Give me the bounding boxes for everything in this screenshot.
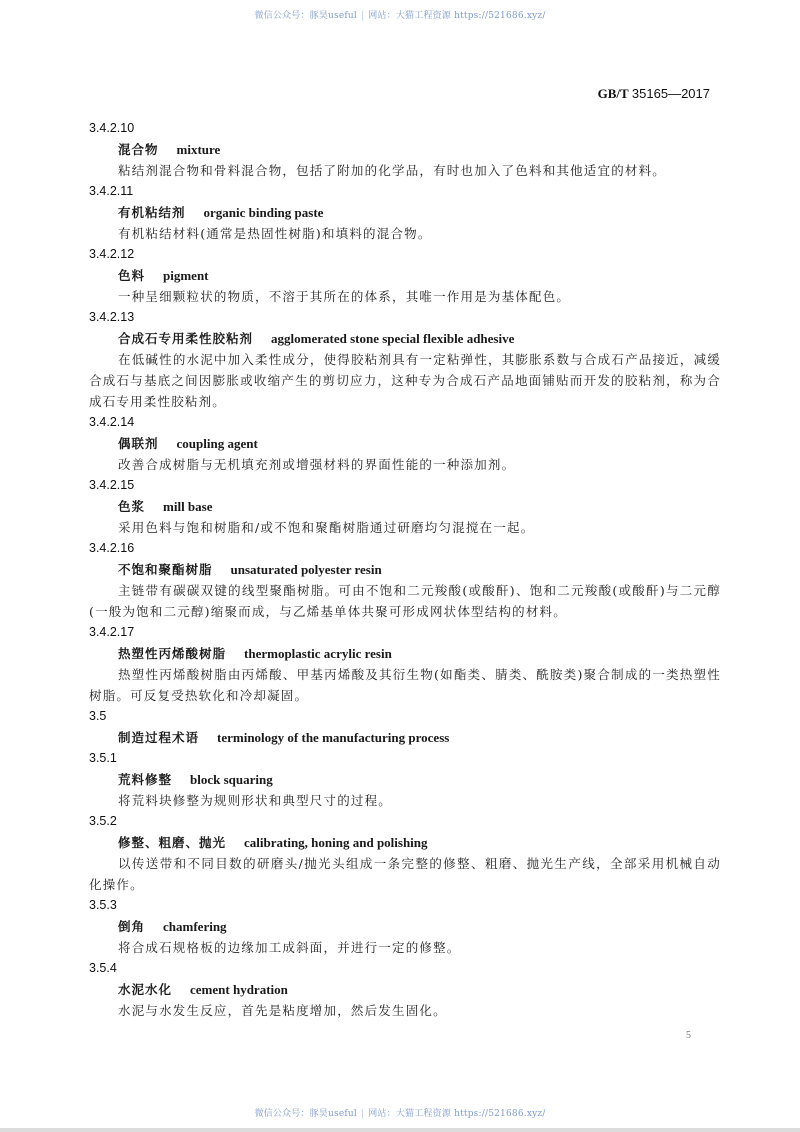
term-chinese: 色料 xyxy=(118,268,146,283)
term-definition: 主链带有碳碳双键的线型聚酯树脂。可由不饱和二元羧酸(或酸酐)、饱和二元羧酸(或酸酐)与二元醇(一般为饱和二元醇)缩聚而成，与乙烯基单体共聚可形成网状体型结构的材料。 xyxy=(89,583,721,619)
term-heading xyxy=(89,769,721,790)
term-definition: 一种呈细颗粒状的物质，不溶于其所在的体系，其唯一作用是为基体配色。 xyxy=(118,289,571,304)
term-entry xyxy=(89,748,721,811)
term-definition: 在低碱性的水泥中加入柔性成分，使得胶粘剂具有一定粘弹性，其膨胀系数与合成石产品接近，减缓合成石与基底之间因膨胀或收缩产生的剪切应力，这种专为合成石产品地面铺贴而开发的胶粘剂，称为合成石专用柔性胶粘剂。 xyxy=(89,352,721,409)
term-heading xyxy=(89,202,721,223)
term-heading xyxy=(89,496,721,517)
term-heading xyxy=(89,643,721,664)
term-entry xyxy=(89,958,721,1021)
watermark-wechat: 微信公众号：豚昊useful xyxy=(254,11,357,21)
term-definition: 粘结剂混合物和骨料混合物，包括了附加的化学品，有时也加入了色料和其他适宜的材料。 xyxy=(118,163,667,178)
term-chinese: 修整、粗磨、抛光 xyxy=(118,835,227,850)
term-chinese: 偶联剂 xyxy=(118,436,159,451)
term-english: unsaturated polyester resin xyxy=(230,562,382,577)
term-heading xyxy=(89,832,721,853)
clause-number: 3.4.2.15 xyxy=(89,478,135,492)
term-entry xyxy=(89,475,721,538)
term-chinese: 水泥水化 xyxy=(118,982,173,997)
clause-number: 3.4.2.13 xyxy=(89,310,135,324)
watermark-bottom xyxy=(0,1106,800,1119)
term-heading xyxy=(89,139,721,160)
document-body xyxy=(89,118,721,1021)
clause-number: 3.4.2.17 xyxy=(89,625,135,639)
term-definition: 热塑性丙烯酸树脂由丙烯酸、甲基丙烯酸及其衍生物(如酯类、腈类、酰胺类)聚合制成的一类热塑性树脂。可反复受热软化和冷却凝固。 xyxy=(89,667,721,703)
term-entry xyxy=(89,622,721,706)
clause-number: 3.5.3 xyxy=(89,898,117,912)
clause-number: 3.4.2.16 xyxy=(89,541,135,555)
term-heading xyxy=(89,559,721,580)
term-english: organic binding paste xyxy=(203,205,324,220)
term-english: pigment xyxy=(163,268,209,283)
term-chinese: 色浆 xyxy=(118,499,146,514)
term-english: block squaring xyxy=(190,772,273,787)
term-definition: 有机粘结材料(通常是热固性树脂)和填料的混合物。 xyxy=(118,226,432,241)
term-chinese: 不饱和聚酯树脂 xyxy=(118,562,213,577)
term-entry xyxy=(89,538,721,622)
term-english: coupling agent xyxy=(176,436,258,451)
term-chinese: 混合物 xyxy=(118,142,159,157)
watermark-site: 网站：大猫工程资源 https://521686.xyz/ xyxy=(368,1109,546,1119)
term-english: terminology of the manufacturing process xyxy=(217,730,450,745)
term-english: cement hydration xyxy=(190,982,288,997)
term-english: thermoplastic acrylic resin xyxy=(244,646,392,661)
term-definition: 将荒料块修整为规则形状和典型尺寸的过程。 xyxy=(118,793,393,808)
term-english: agglomerated stone special flexible adhesive xyxy=(271,331,515,346)
term-heading xyxy=(89,979,721,1000)
term-entries xyxy=(89,118,721,1021)
clause-number: 3.4.2.12 xyxy=(89,247,135,261)
term-entry xyxy=(89,412,721,475)
term-definition: 改善合成树脂与无机填充剂或增强材料的界面性能的一种添加剂。 xyxy=(118,457,516,472)
term-definition: 将合成石规格板的边缘加工成斜面，并进行一定的修整。 xyxy=(118,940,461,955)
page-number: 5 xyxy=(686,1030,691,1041)
watermark-top xyxy=(0,8,800,21)
term-chinese: 倒角 xyxy=(118,919,146,934)
page-bottom-edge xyxy=(0,1128,800,1132)
term-chinese: 合成石专用柔性胶粘剂 xyxy=(118,331,254,346)
term-entry xyxy=(89,706,721,748)
term-chinese: 热塑性丙烯酸树脂 xyxy=(118,646,227,661)
watermark-site: 网站：大猫工程资源 https://521686.xyz/ xyxy=(368,11,546,21)
term-entry xyxy=(89,181,721,244)
term-definition: 水泥与水发生反应，首先是粘度增加，然后发生固化。 xyxy=(118,1003,447,1018)
watermark-separator: | xyxy=(361,11,365,21)
term-english: chamfering xyxy=(163,919,227,934)
term-heading xyxy=(89,433,721,454)
clause-number: 3.5.1 xyxy=(89,751,117,765)
term-english: mixture xyxy=(176,142,221,157)
watermark-separator: | xyxy=(361,1109,365,1119)
term-heading xyxy=(89,328,721,349)
term-heading xyxy=(89,265,721,286)
clause-number: 3.5.2 xyxy=(89,814,117,828)
term-chinese: 荒料修整 xyxy=(118,772,173,787)
term-definition: 采用色料与饱和树脂和/或不饱和聚酯树脂通过研磨均匀混搅在一起。 xyxy=(118,520,535,535)
term-entry xyxy=(89,244,721,307)
term-chinese: 制造过程术语 xyxy=(118,730,200,745)
term-entry xyxy=(89,307,721,412)
standard-prefix: GB/T xyxy=(597,86,629,101)
term-heading xyxy=(89,916,721,937)
term-definition: 以传送带和不同目数的研磨头/抛光头组成一条完整的修整、粗磨、抛光生产线，全部采用机械自动化操作。 xyxy=(89,856,721,892)
term-entry xyxy=(89,811,721,895)
clause-number: 3.5.4 xyxy=(89,961,117,975)
clause-number: 3.4.2.11 xyxy=(89,184,134,198)
watermark-wechat: 微信公众号：豚昊useful xyxy=(254,1109,357,1119)
term-english: calibrating, honing and polishing xyxy=(244,835,428,850)
term-chinese: 有机粘结剂 xyxy=(118,205,186,220)
term-english: mill base xyxy=(163,499,213,514)
clause-number: 3.4.2.10 xyxy=(89,121,135,135)
standard-number: 35165—2017 xyxy=(631,86,710,101)
clause-number: 3.4.2.14 xyxy=(89,415,135,429)
term-entry xyxy=(89,895,721,958)
term-entry xyxy=(89,118,721,181)
term-heading xyxy=(89,727,721,748)
standard-code xyxy=(598,86,710,102)
clause-number: 3.5 xyxy=(89,709,107,723)
